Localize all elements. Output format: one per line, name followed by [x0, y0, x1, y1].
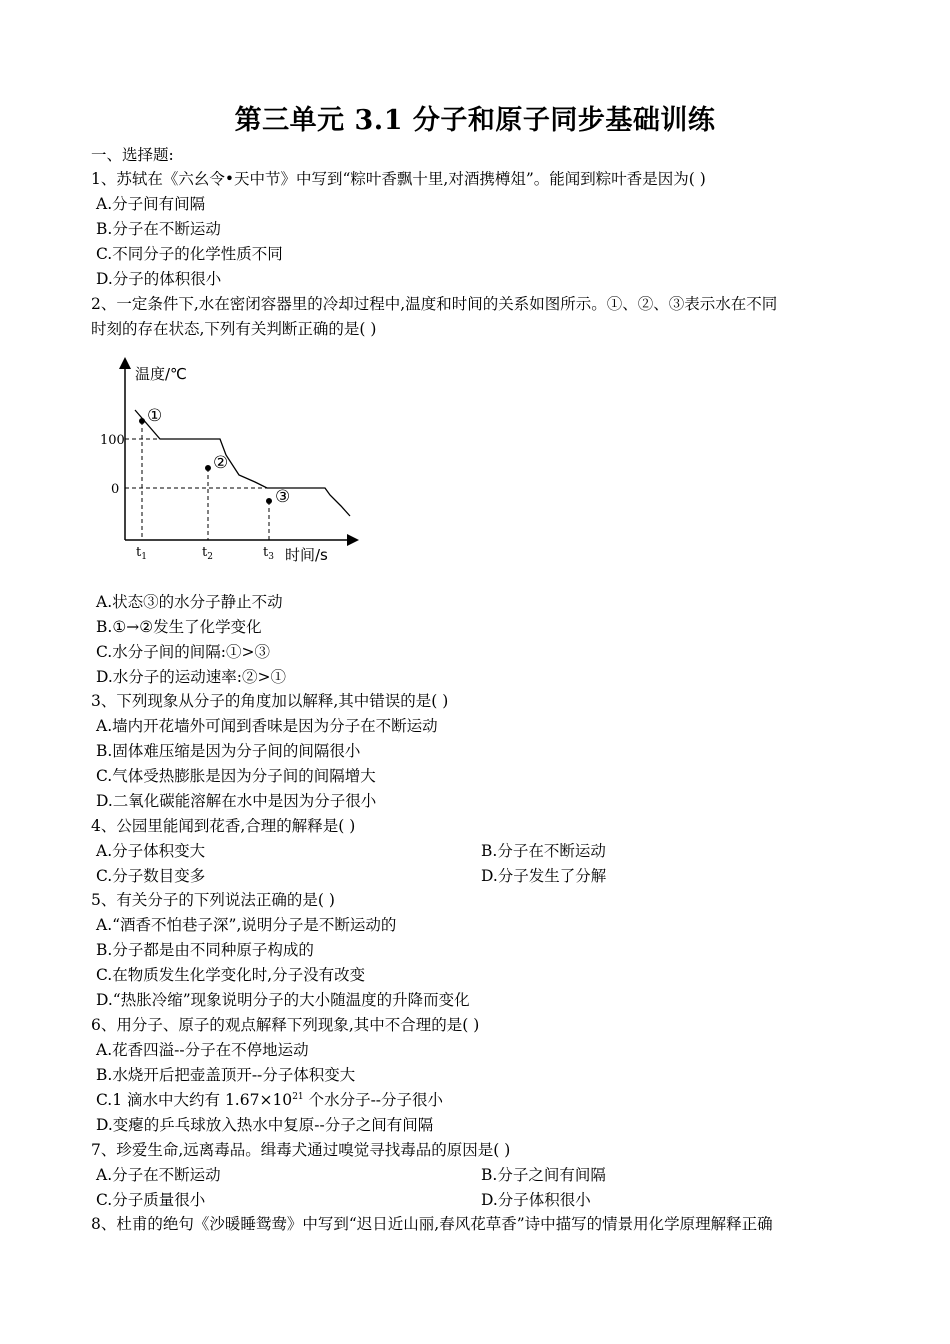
state-point-3 [266, 498, 272, 504]
question-3-stem: 3、下列现象从分子的角度加以解释,其中错误的是( ) [91, 692, 449, 710]
y-tick-100: 100 [100, 433, 125, 448]
question-5-option-b: B.分子都是由不同种原子构成的 [96, 941, 314, 959]
x-axis-label: 时间/s [285, 546, 328, 564]
question-4-stem: 4、公园里能闻到花香,合理的解释是( ) [91, 817, 356, 835]
question-5-option-d: D.“热胀冷缩”现象说明分子的大小随温度的升降而变化 [96, 991, 470, 1009]
question-6-option-a: A.花香四溢--分子在不停地运动 [96, 1041, 309, 1059]
question-4-option-c: C.分子数目变多 [96, 867, 206, 885]
question-8-stem: 8、杜甫的绝句《沙暖睡鸳鸯》中写到“迟日近山丽,春风花草香”诗中描写的情景用化学原理解释正确 [91, 1215, 773, 1233]
question-1-option-d: D.分子的体积很小 [96, 270, 222, 288]
x-tick-t1: $t_1$ [136, 545, 147, 562]
y-tick-0: 0 [111, 482, 120, 497]
question-1-stem: 1、苏轼在《六幺令•天中节》中写到“粽叶香飘十里,对酒携樽俎”。能闻到粽叶香是因为( ) [91, 170, 706, 188]
question-3-option-d: D.二氧化碳能溶解在水中是因为分子很小 [96, 792, 377, 810]
question-7-option-a: A.分子在不断运动 [96, 1166, 221, 1184]
question-4-option-a: A.分子体积变大 [96, 842, 206, 860]
y-axis-label: 温度/℃ [135, 365, 187, 383]
question-6-option-b: B.水烧开后把壶盖顶开--分子体积变大 [96, 1066, 356, 1084]
question-5-stem: 5、有关分子的下列说法正确的是( ) [91, 891, 335, 909]
question-2-stem-line-2: 时刻的存在状态,下列有关判断正确的是( ) [91, 320, 377, 338]
question-7-stem: 7、珍爱生命,远离毒品。缉毒犬通过嗅觉寻找毒品的原因是( ) [91, 1141, 511, 1159]
state-point-2 [205, 465, 211, 471]
question-7-option-c: C.分子质量很小 [96, 1191, 206, 1209]
state-point-1 [139, 418, 145, 424]
question-6-stem: 6、用分子、原子的观点解释下列现象,其中不合理的是( ) [91, 1016, 480, 1034]
question-2-option-d: D.水分子的运动速率:②>① [96, 668, 287, 686]
state-label-3: ③ [275, 487, 291, 507]
question-3-option-b: B.固体难压缩是因为分子间的间隔很小 [96, 742, 361, 760]
question-2-option-b: B.①→②发生了化学变化 [96, 618, 262, 636]
state-label-1: ① [147, 406, 163, 426]
question-4-option-b: B.分子在不断运动 [481, 842, 606, 860]
x-tick-t3: $t_3$ [263, 545, 274, 562]
question-2-option-a: A.状态③的水分子静止不动 [96, 593, 283, 611]
state-label-2: ② [213, 453, 229, 473]
section-heading: 一、选择题: [91, 146, 174, 164]
question-5-option-c: C.在物质发生化学变化时,分子没有改变 [96, 966, 366, 984]
question-3-option-a: A.墙内开花墙外可闻到香味是因为分子在不断运动 [96, 717, 438, 735]
question-2-stem-line-1: 2、一定条件下,水在密闭容器里的冷却过程中,温度和时间的关系如图所示。①、②、③表示水在不同 [91, 295, 778, 313]
question-1-option-b: B.分子在不断运动 [96, 220, 221, 238]
question-7-option-d: D.分子体积很小 [481, 1191, 591, 1209]
question-5-option-a: A.“酒香不怕巷子深”,说明分子是不断运动的 [96, 916, 397, 934]
question-2-option-c: C.水分子间的间隔:①>③ [96, 643, 270, 661]
question-1-option-c: C.不同分子的化学性质不同 [96, 245, 283, 263]
question-3-option-c: C.气体受热膨胀是因为分子间的间隔增大 [96, 767, 376, 785]
temperature-time-graph [95, 355, 375, 575]
question-4-option-d: D.分子发生了分解 [481, 867, 607, 885]
cooling-curve [135, 410, 350, 516]
x-tick-t2: $t_2$ [202, 545, 213, 562]
question-1-option-a: A.分子间有间隔 [96, 195, 206, 213]
question-6-option-c: C.1 滴水中大约有 $1.67\times 10^{21}$ 个水分子--分子很小 [96, 1091, 444, 1109]
page-title: 第三单元 3.1 分子和原子同步基础训练 [234, 105, 716, 136]
question-6-option-d: D.变瘪的乒乓球放入热水中复原--分子之间有间隔 [96, 1116, 434, 1134]
question-7-option-b: B.分子之间有间隔 [481, 1166, 606, 1184]
